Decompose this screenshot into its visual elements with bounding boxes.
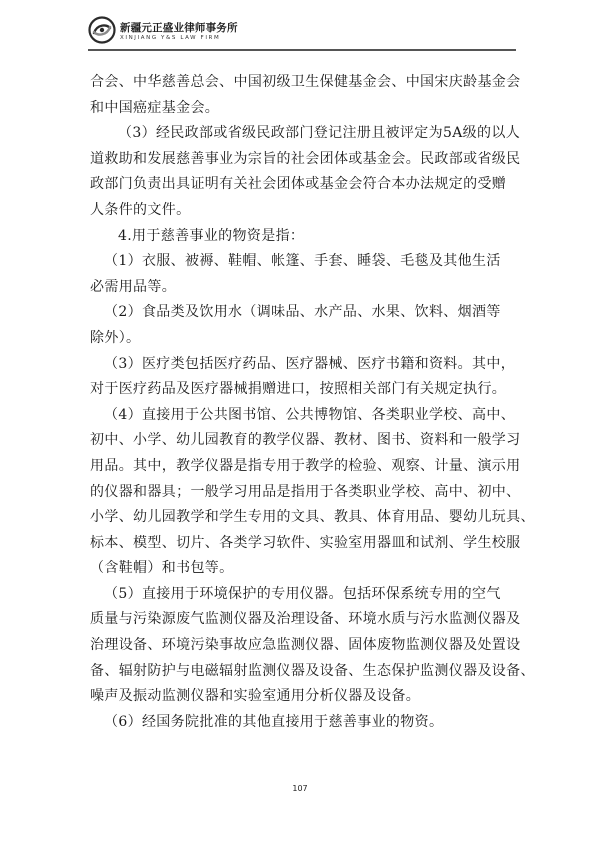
paragraph-start: （6）经国务院批准的其他直接用于慈善事业的物资。 <box>104 713 444 730</box>
paragraph-start: （1）衣服、被褥、鞋帽、帐篷、手套、睡袋、毛毯及其他生活 <box>104 253 501 270</box>
text-line: 对于医疗药品及医疗器械捐赠进口，按照相关部门有关规定执行。 <box>90 381 507 398</box>
text-line: 质量与污染源废气监测仪器及治理设备、环境水质与污水监测仪器及 <box>90 611 521 628</box>
section-heading: 4.用于慈善事业的物资是指： <box>118 227 305 244</box>
text-line: 噪声及振动监测仪器和实验室通用分析仪器及设备。 <box>90 688 421 705</box>
text-line: 政部门负责出具证明有关社会团体或基金会符合本办法规定的受赠 <box>90 176 507 193</box>
text-line: 初中、小学、幼儿园教育的教学仪器、教材、图书、资料和一般学习 <box>90 432 521 449</box>
text-line: 和中国癌症基金会。 <box>90 99 220 116</box>
page-number: 107 <box>292 784 308 793</box>
text-line: 治理设备、环境污染事故应急监测仪器、固体废物监测仪器及处置设 <box>90 637 521 654</box>
text-line: 用品。其中，教学仪器是指专用于教学的检验、观察、计量、演示用 <box>90 457 521 474</box>
firm-name-cn: 新疆元正盛业律师事务所 <box>120 22 238 34</box>
firm-logo-icon <box>88 16 116 44</box>
text-line: 道救助和发展慈善事业为宗旨的社会团体或基金会。民政部或省级民 <box>90 150 521 167</box>
text-line: 除外）。 <box>90 329 141 346</box>
paragraph-start: （2）食品类及饮用水（调味品、水产品、水果、饮料、烟酒等 <box>104 304 501 321</box>
paragraph-start: （4）直接用于公共图书馆、公共博物馆、各类职业学校、高中、 <box>104 406 516 423</box>
text-line: （含鞋帽）和书包等。 <box>90 560 234 577</box>
text-line: 必需用品等。 <box>90 278 177 295</box>
header-divider <box>88 49 516 51</box>
paragraph-start: （3）医疗类包括医疗药品、医疗器械、医疗书籍和资料。其中， <box>104 355 516 372</box>
text-line: 标本、模型、切片、各类学习软件、实验室用器皿和试剂、学生校服 <box>90 534 521 551</box>
page-header <box>88 14 518 50</box>
paragraph-start: （5）直接用于环境保护的专用仪器。包括环保系统专用的空气 <box>104 585 501 602</box>
text-line: 合会、中华慈善总会、中国初级卫生保健基金会、中国宋庆龄基金会 <box>90 74 521 90</box>
text-line: 备、辐射防护与电磁辐射监测仪器及设备、生态保护监测仪器及设备、 <box>90 662 535 679</box>
text-line: 小学、幼儿园教学和学生专用的文具、教具、体育用品、婴幼儿玩具、 <box>90 509 535 526</box>
document-body <box>90 70 535 735</box>
paragraph-start: （3）经民政部或省级民政部门登记注册且被评定为5A级的以人 <box>118 125 521 142</box>
firm-name-en: XINJIANG Y&S LAW FIRM <box>120 35 221 41</box>
text-line: 人条件的文件。 <box>90 201 191 218</box>
text-line: 的仪器和器具；一般学习用品是指用于各类职业学校、高中、初中、 <box>90 483 521 500</box>
